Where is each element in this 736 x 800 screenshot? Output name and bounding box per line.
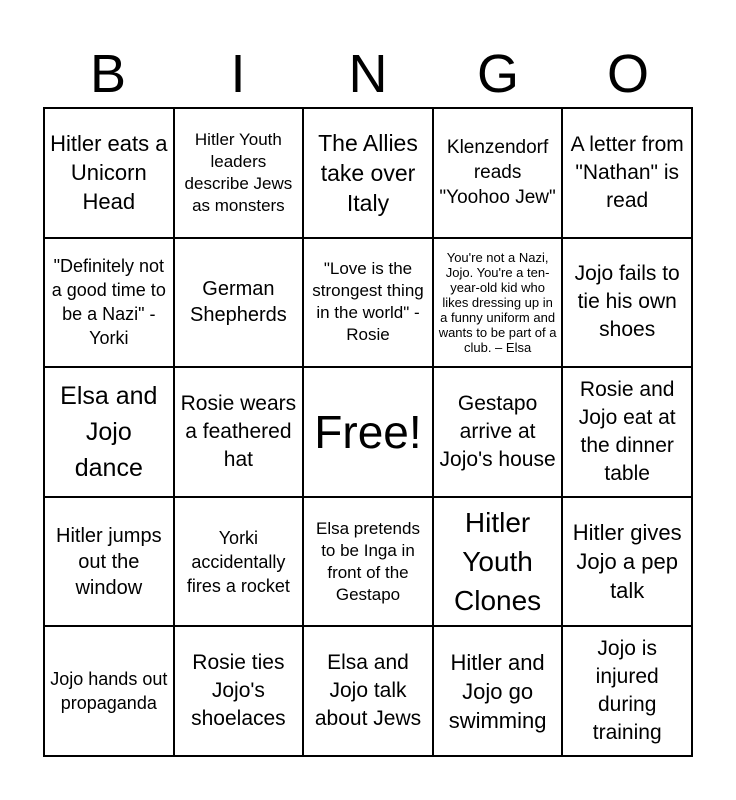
cell-text: German Shepherds — [190, 278, 287, 327]
bingo-cell[interactable] — [44, 626, 174, 756]
cell-text: "Love is the strongest thing in the world" -Rosie — [312, 259, 424, 345]
free-space[interactable] — [303, 367, 433, 497]
cell-text: Elsa pretends to be Inga in front of the Gestapo — [316, 518, 420, 604]
header-letter-b: B — [89, 44, 127, 104]
cell-text: You're not a Nazi, Jojo. You're a ten-year-old kid who likes dressing up in a funny uniform and wants to be part of a club. – Elsa — [438, 249, 557, 355]
bingo-cell[interactable] — [433, 238, 563, 368]
cell-text: Klenzendorf reads "Yoohoo Jew" — [439, 137, 556, 209]
header-letter-n: N — [348, 44, 388, 104]
bingo-cell[interactable] — [44, 497, 174, 627]
bingo-cell[interactable] — [174, 238, 304, 368]
cell-text: Gestapo arrive at Jojo's house — [439, 391, 556, 471]
bingo-cell[interactable] — [174, 497, 304, 627]
header-letter-g: G — [476, 44, 519, 104]
cell-text: Rosie wears a feathered hat — [180, 391, 297, 471]
bingo-cell[interactable] — [562, 238, 692, 368]
cell-text: Hitler Youth leaders describe Jews as monsters — [184, 129, 293, 215]
bingo-header — [43, 40, 693, 108]
bingo-cell[interactable] — [562, 626, 692, 756]
bingo-card-grid — [43, 107, 693, 757]
free-space-label: Free! — [314, 405, 422, 458]
cell-text: Yorki accidentally fires a rocket — [186, 527, 290, 596]
cell-text: Jojo fails to tie his own shoes — [574, 262, 680, 342]
cell-text: Hitler Youth Clones — [454, 507, 542, 617]
cell-text: Jojo hands out propaganda — [50, 669, 168, 714]
cell-text: Hitler gives Jojo a pep talk — [572, 520, 682, 604]
cell-text: Hitler jumps out the window — [56, 524, 162, 599]
bingo-cell[interactable] — [562, 497, 692, 627]
bingo-cell[interactable] — [174, 108, 304, 238]
bingo-cell[interactable] — [433, 367, 563, 497]
cell-text: The Allies take over Italy — [318, 129, 418, 216]
bingo-cell[interactable] — [303, 238, 433, 368]
cell-text: Rosie ties Jojo's shoelaces — [191, 651, 286, 731]
cell-text: "Definitely not a good time to be a Nazi" - Yorki — [51, 256, 166, 349]
bingo-cell[interactable] — [44, 108, 174, 238]
cell-text: Elsa and Jojo dance — [60, 381, 158, 482]
bingo-cell[interactable] — [174, 367, 304, 497]
bingo-cell[interactable] — [433, 108, 563, 238]
cell-text: Hitler and Jojo go swimming — [448, 649, 547, 733]
header-letter-o: O — [606, 44, 649, 104]
bingo-cell[interactable] — [174, 626, 304, 756]
bingo-cell[interactable] — [562, 108, 692, 238]
bingo-cell[interactable] — [44, 238, 174, 368]
cell-text: Elsa and Jojo talk about Jews — [314, 651, 422, 731]
bingo-cell[interactable] — [562, 367, 692, 497]
cell-text: Jojo is injured during training — [592, 637, 662, 745]
cell-text: A letter from "Nathan" is read — [570, 132, 684, 212]
bingo-cell[interactable] — [303, 626, 433, 756]
cell-text: Hitler eats a Unicorn Head — [50, 131, 168, 215]
bingo-cell[interactable] — [44, 367, 174, 497]
bingo-cell[interactable] — [433, 497, 563, 627]
cell-text: Rosie and Jojo eat at the dinner table — [578, 377, 676, 485]
bingo-cell[interactable] — [303, 108, 433, 238]
header-letter-i: I — [230, 44, 246, 104]
bingo-cell[interactable] — [433, 626, 563, 756]
bingo-cell[interactable] — [303, 497, 433, 627]
